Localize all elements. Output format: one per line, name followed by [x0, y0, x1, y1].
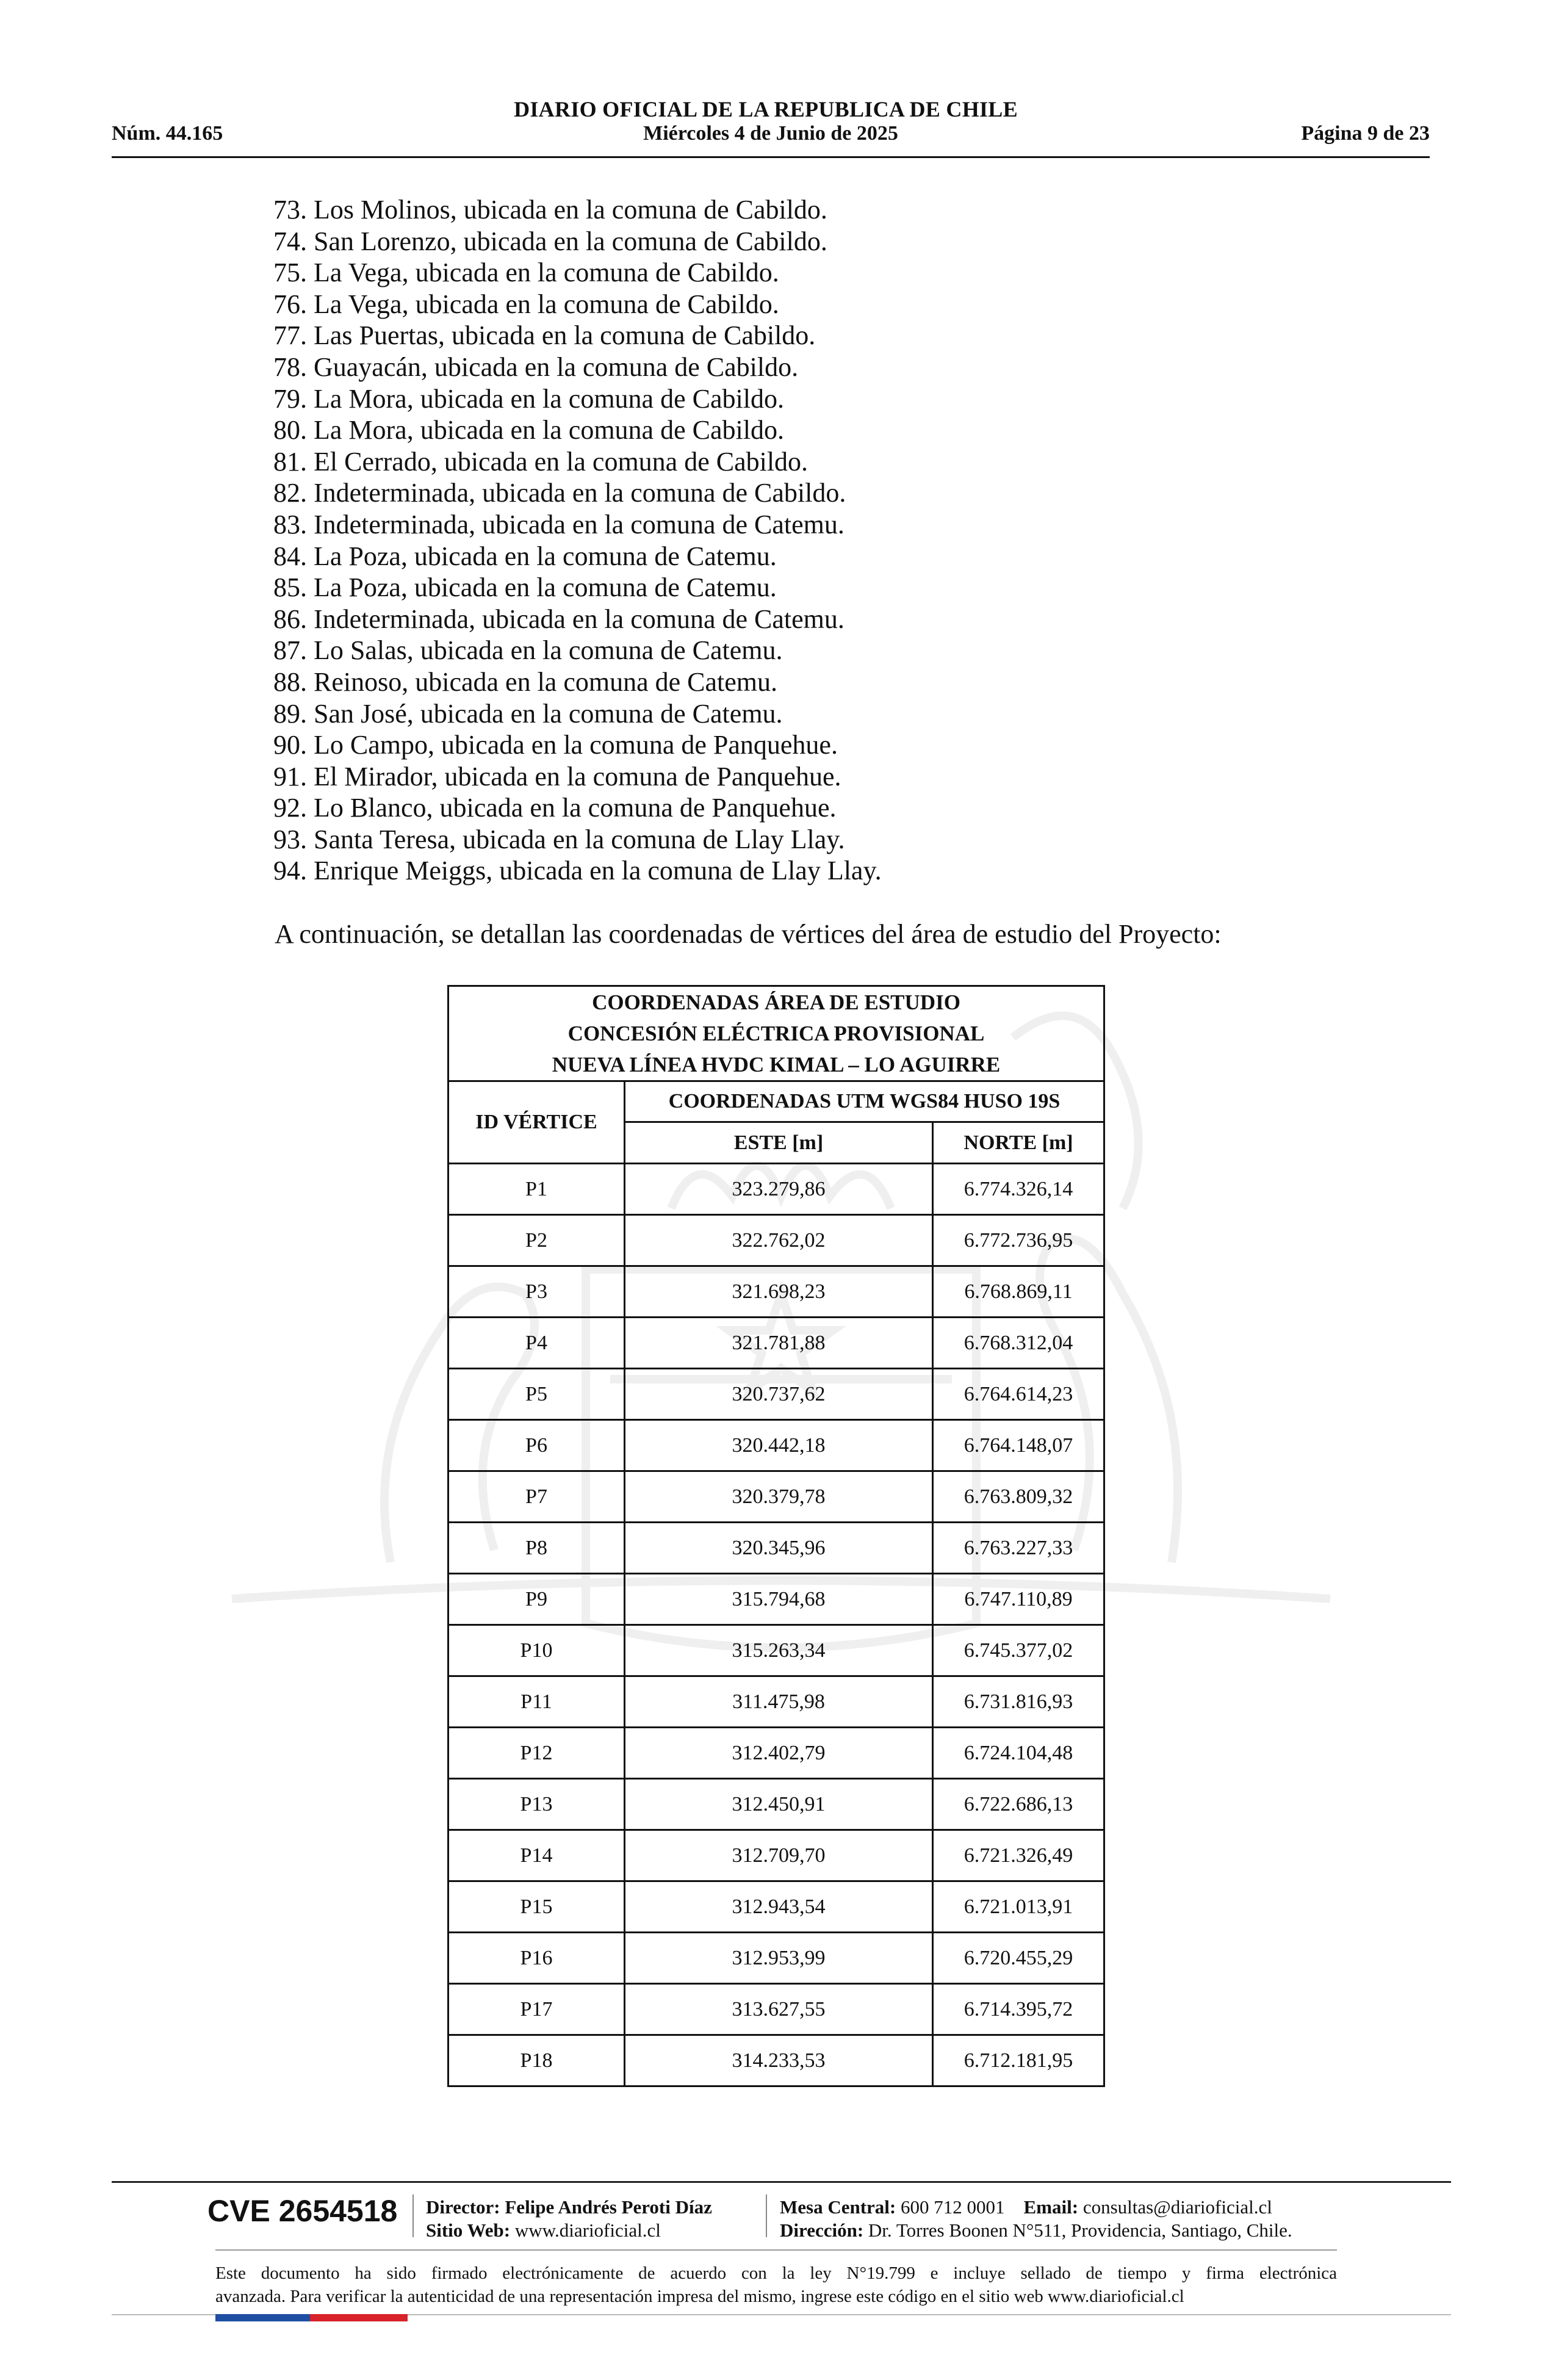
column-header-este: ESTE [m] — [625, 1122, 933, 1164]
flag-red-segment — [310, 2314, 408, 2321]
footer-note-line: avanzada. Para verificar la autenticidad de una representación impresa del mismo, ingrese este código en el sitio web www.diarioficial.cl — [215, 2287, 1184, 2306]
table-row — [448, 1779, 1104, 1830]
coordinates-table — [447, 985, 1105, 2087]
list-item: 74. San Lorenzo, ubicada en la comuna de Cabildo. — [273, 226, 827, 256]
norte-cell: 6.714.395,72 — [933, 1984, 1104, 2035]
vertex-id-cell: P2 — [448, 1215, 625, 1266]
table-row — [448, 1369, 1104, 1420]
vertex-id-cell: P7 — [448, 1471, 625, 1523]
este-cell: 314.233,53 — [625, 2035, 933, 2086]
este-cell: 321.781,88 — [625, 1318, 933, 1369]
vertex-id-cell: P3 — [448, 1266, 625, 1318]
table-row — [448, 1728, 1104, 1779]
norte-cell: 6.764.614,23 — [933, 1369, 1104, 1420]
vertex-id-cell: P4 — [448, 1318, 625, 1369]
column-header-utm: COORDENADAS UTM WGS84 HUSO 19S — [625, 1081, 1104, 1122]
table-title-line: NUEVA LÍNEA HVDC KIMAL – LO AGUIRRE — [552, 1053, 1001, 1076]
vertex-id-cell: P6 — [448, 1420, 625, 1471]
footer-note-line: Este documento ha sido firmado electrónicamente de acuerdo con la ley N°19.799 e incluye sellado de tiempo y firma electrónica — [215, 2263, 1337, 2283]
issue-number: Núm. 44.165 — [112, 122, 223, 145]
footer-separator — [766, 2194, 767, 2237]
table-title-line: CONCESIÓN ELÉCTRICA PROVISIONAL — [567, 1022, 985, 1045]
este-cell: 323.279,86 — [625, 1164, 933, 1215]
vertex-id-cell: P9 — [448, 1574, 625, 1625]
issue-date: Miércoles 4 de Junio de 2025 — [643, 122, 898, 145]
este-cell: 320.379,78 — [625, 1471, 933, 1523]
list-item: 73. Los Molinos, ubicada en la comuna de Cabildo. — [273, 195, 827, 225]
footer-separator — [412, 2194, 414, 2237]
cve-code: CVE 2654518 — [207, 2194, 398, 2228]
vertex-id-cell: P11 — [448, 1676, 625, 1728]
norte-cell: 6.763.227,33 — [933, 1523, 1104, 1574]
table-row — [448, 1471, 1104, 1523]
table-row — [448, 1420, 1104, 1471]
email-link[interactable]: consultas@diarioficial.cl — [1082, 2196, 1272, 2218]
list-item: 87. Lo Salas, ubicada en la comuna de Catemu. — [273, 635, 783, 666]
list-item: 89. San José, ubicada en la comuna de Catemu. — [273, 698, 783, 729]
norte-cell: 6.724.104,48 — [933, 1728, 1104, 1779]
table-row — [448, 1676, 1104, 1728]
list-item: 88. Reinoso, ubicada en la comuna de Catemu. — [273, 666, 777, 697]
table-row — [448, 1266, 1104, 1318]
column-header-id: ID VÉRTICE — [448, 1081, 625, 1164]
norte-cell: 6.768.869,11 — [933, 1266, 1104, 1318]
site-label: Sitio Web: — [426, 2220, 511, 2241]
flag-blue-segment — [215, 2314, 310, 2321]
norte-cell: 6.764.148,07 — [933, 1420, 1104, 1471]
este-cell: 313.627,55 — [625, 1984, 933, 2035]
norte-cell: 6.721.326,49 — [933, 1830, 1104, 1881]
column-header-norte: NORTE [m] — [933, 1122, 1104, 1164]
norte-cell: 6.747.110,89 — [933, 1574, 1104, 1625]
vertex-id-cell: P14 — [448, 1830, 625, 1881]
list-item: 76. La Vega, ubicada en la comuna de Cabildo. — [273, 289, 779, 319]
vertex-id-cell: P12 — [448, 1728, 625, 1779]
address-label: Dirección: — [780, 2220, 864, 2241]
norte-cell: 6.763.809,32 — [933, 1471, 1104, 1523]
table-row — [448, 2035, 1104, 2086]
list-item: 92. Lo Blanco, ubicada en la comuna de Panquehue. — [273, 793, 837, 823]
table-row — [448, 1933, 1104, 1984]
norte-cell: 6.768.312,04 — [933, 1318, 1104, 1369]
list-item: 80. La Mora, ubicada en la comuna de Cabildo. — [273, 415, 784, 445]
list-item: 94. Enrique Meiggs, ubicada en la comuna de Llay Llay. — [273, 856, 882, 886]
footer-divider — [215, 2249, 1337, 2251]
vertex-id-cell: P8 — [448, 1523, 625, 1574]
list-item: 83. Indeterminada, ubicada en la comuna de Catemu. — [273, 509, 845, 539]
norte-cell: 6.722.686,13 — [933, 1779, 1104, 1830]
norte-cell: 6.721.013,91 — [933, 1881, 1104, 1933]
email-label: Email: — [1023, 2196, 1079, 2218]
footer-divider — [112, 2181, 1451, 2183]
footer-contact-left — [426, 2196, 712, 2242]
address-value: Dr. Torres Boonen N°511, Providencia, Santiago, Chile. — [868, 2220, 1292, 2241]
norte-cell: 6.772.736,95 — [933, 1215, 1104, 1266]
este-cell: 322.762,02 — [625, 1215, 933, 1266]
list-item: 84. La Poza, ubicada en la comuna de Catemu. — [273, 541, 777, 571]
director-label: Director: — [426, 2196, 500, 2218]
table-row — [448, 1881, 1104, 1933]
este-cell: 312.450,91 — [625, 1779, 933, 1830]
norte-cell: 6.745.377,02 — [933, 1625, 1104, 1676]
norte-cell: 6.712.181,95 — [933, 2035, 1104, 2086]
norte-cell: 6.720.455,29 — [933, 1933, 1104, 1984]
list-item: 91. El Mirador, ubicada en la comuna de Panquehue. — [273, 761, 841, 792]
table-title-line: COORDENADAS ÁREA DE ESTUDIO — [592, 990, 960, 1014]
mesa-phone: 600 712 0001 — [901, 2196, 1005, 2218]
este-cell: 320.345,96 — [625, 1523, 933, 1574]
table-row — [448, 1625, 1104, 1676]
list-item: 90. Lo Campo, ubicada en la comuna de Panquehue. — [273, 730, 838, 760]
list-item: 77. Las Puertas, ubicada en la comuna de Cabildo. — [273, 320, 816, 351]
este-cell: 312.943,54 — [625, 1881, 933, 1933]
director-name: Felipe Andrés Peroti Díaz — [505, 2196, 712, 2218]
mesa-label: Mesa Central: — [780, 2196, 896, 2218]
vertex-id-cell: P1 — [448, 1164, 625, 1215]
list-item: 85. La Poza, ubicada en la comuna de Catemu. — [273, 572, 777, 603]
este-cell: 315.263,34 — [625, 1625, 933, 1676]
intro-paragraph: A continuación, se detallan las coordenadas de vértices del área de estudio del Proyecto: — [275, 919, 1222, 949]
table-row — [448, 1215, 1104, 1266]
vertex-id-cell: P10 — [448, 1625, 625, 1676]
este-cell: 315.794,68 — [625, 1574, 933, 1625]
vertex-id-cell: P18 — [448, 2035, 625, 2086]
este-cell: 320.737,62 — [625, 1369, 933, 1420]
este-cell: 311.475,98 — [625, 1676, 933, 1728]
vertex-id-cell: P13 — [448, 1779, 625, 1830]
vertex-id-cell: P16 — [448, 1933, 625, 1984]
footer-contact-right — [780, 2196, 1292, 2242]
list-item: 81. El Cerrado, ubicada en la comuna de Cabildo. — [273, 446, 809, 477]
table-row — [448, 1318, 1104, 1369]
este-cell: 312.709,70 — [625, 1830, 933, 1881]
list-item: 78. Guayacán, ubicada en la comuna de Cabildo. — [273, 352, 799, 382]
header-row — [112, 122, 1430, 149]
este-cell: 312.402,79 — [625, 1728, 933, 1779]
este-cell: 320.442,18 — [625, 1420, 933, 1471]
page-number: Página 9 de 23 — [1301, 122, 1430, 145]
table-row — [448, 1574, 1104, 1625]
vertex-id-cell: P5 — [448, 1369, 625, 1420]
vertex-id-cell: P15 — [448, 1881, 625, 1933]
este-cell: 312.953,99 — [625, 1933, 933, 1984]
table-row — [448, 1164, 1104, 1215]
flag-stripe — [215, 2314, 408, 2321]
table-row — [448, 1523, 1104, 1574]
locations-list — [273, 194, 882, 887]
list-item: 79. La Mora, ubicada en la comuna de Cabildo. — [273, 383, 784, 414]
site-link[interactable]: www.diarioficial.cl — [514, 2220, 661, 2241]
norte-cell: 6.731.816,93 — [933, 1676, 1104, 1728]
footer-legal-note — [215, 2262, 1337, 2308]
vertex-id-cell: P17 — [448, 1984, 625, 2035]
este-cell: 321.698,23 — [625, 1266, 933, 1318]
table-title — [448, 986, 1104, 1081]
list-item: 93. Santa Teresa, ubicada en la comuna de Llay Llay. — [273, 824, 845, 854]
table-row — [448, 1830, 1104, 1881]
list-item: 82. Indeterminada, ubicada en la comuna de Cabildo. — [273, 478, 846, 508]
publication-title: DIARIO OFICIAL DE LA REPUBLICA DE CHILE — [514, 97, 1018, 121]
list-item: 75. La Vega, ubicada en la comuna de Cabildo. — [273, 258, 779, 288]
header-divider — [112, 156, 1430, 158]
list-item: 86. Indeterminada, ubicada en la comuna de Catemu. — [273, 604, 845, 634]
table-row — [448, 1984, 1104, 2035]
norte-cell: 6.774.326,14 — [933, 1164, 1104, 1215]
